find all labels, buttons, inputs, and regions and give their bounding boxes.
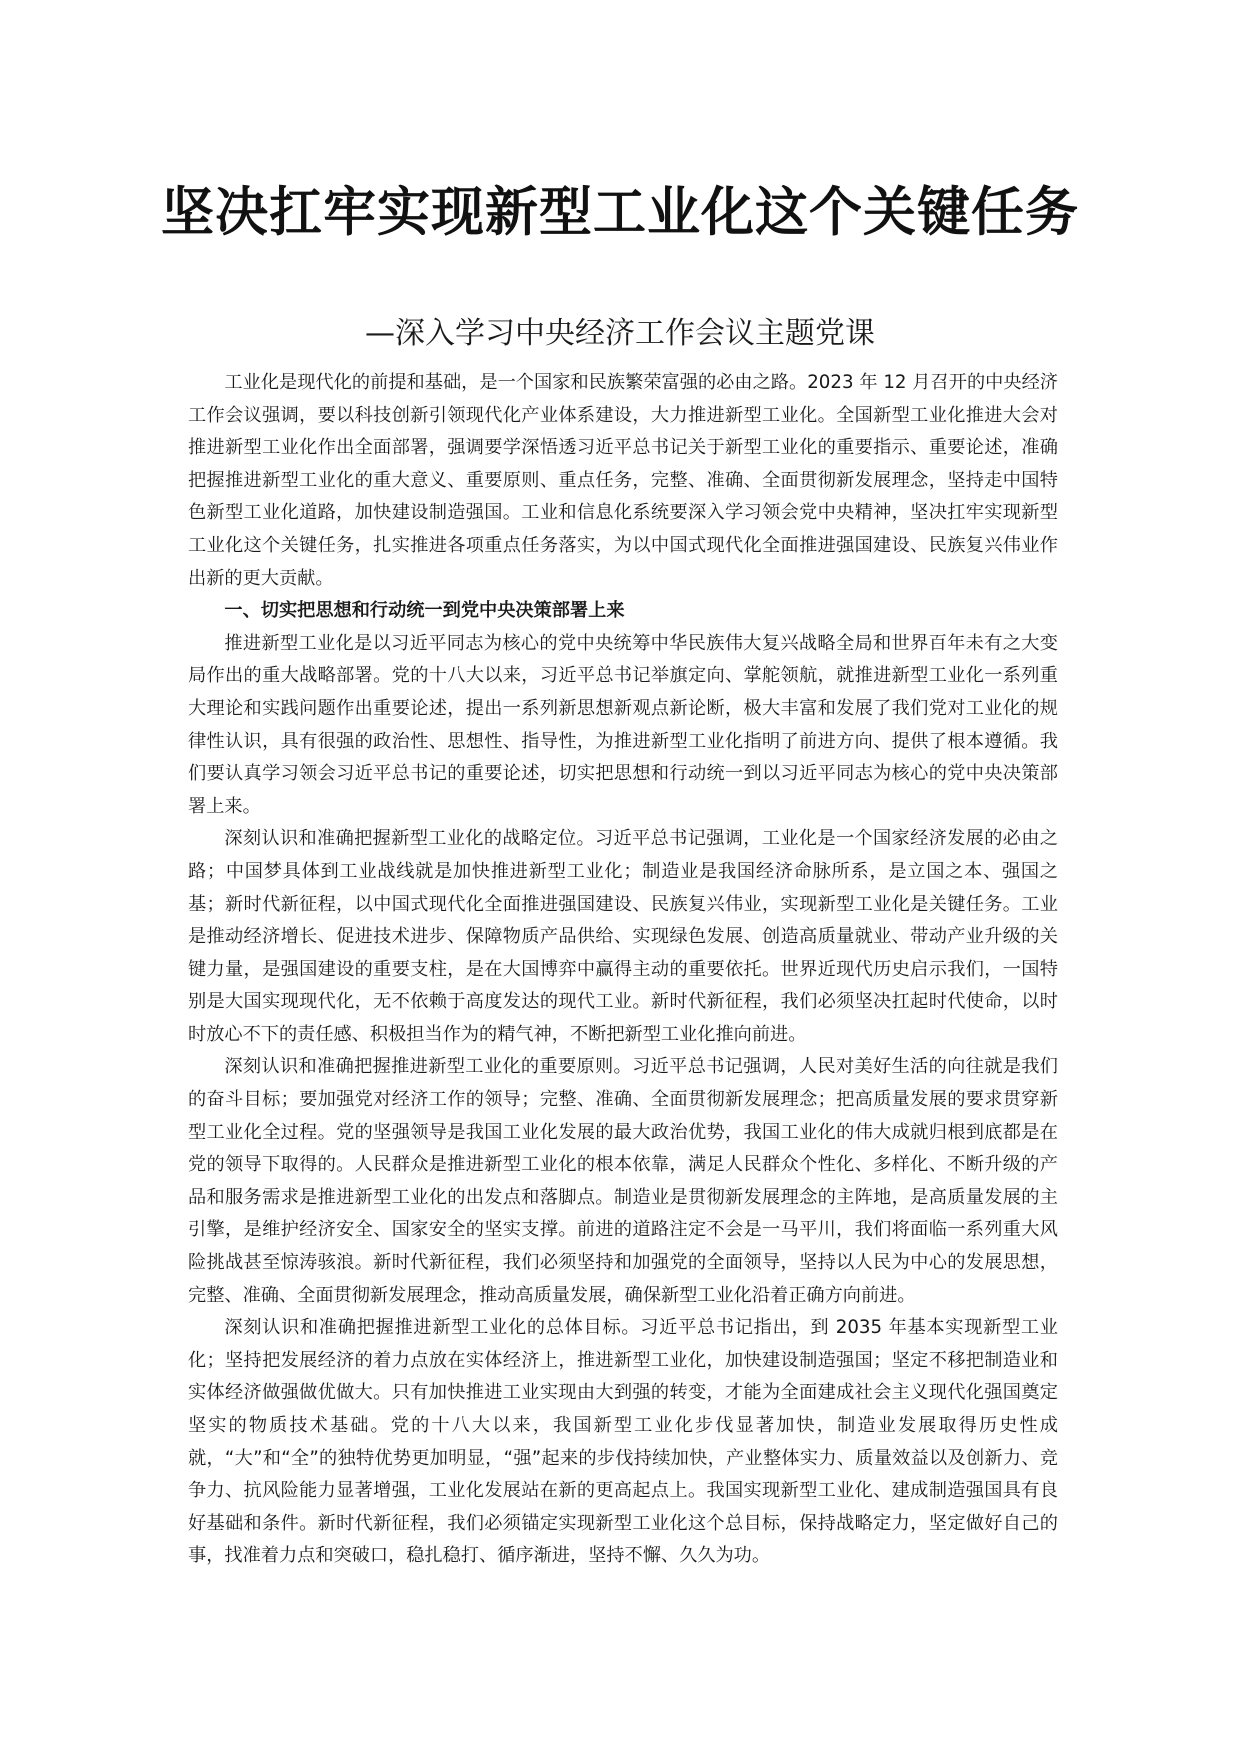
paragraph-important-principles: 深刻认识和准确把握推进新型工业化的重要原则。习近平总书记强调，人民对美好生活的向往就是我们的奋斗目标；要加强党对经济工作的领导；完整、准确、全面贯彻新发展理念；把高质量发展的要求贯穿新型工业化全过程。党的坚强领导是我国工业化发展的最大政治优势，我国工业化的伟大成就归根到底都是在党的领导下取得的。人民群众是推进新型工业化的根本依靠，满足人民群众个性化、多样化、不断升级的产品和服务需求是推进新型工业化的出发点和落脚点。制造业是贯彻新发展理念的主阵地，是高质量发展的主引擎，是维护经济安全、国家安全的坚实支撑。前进的道路注定不会是一马平川，我们将面临一系列重大风险挑战甚至惊涛骇浪。新时代新征程，我们必须坚持和加强党的全面领导，坚持以人民为中心的发展思想，完整、准确、全面贯彻新发展理念，推动高质量发展，确保新型工业化沿着正确方向前进。 [188, 1056, 1058, 1306]
document-title: 坚决扛牢实现新型工业化这个关键任务 [161, 182, 1079, 243]
paragraph-strategic-position: 深刻认识和准确把握新型工业化的战略定位。习近平总书记强调，工业化是一个国家经济发展的必由之路；中国梦具体到工业战线就是加快推进新型工业化；制造业是我国经济命脉所系，是立国之本、强国之基；新时代新征程，以中国式现代化全面推进强国建设、民族复兴伟业，实现新型工业化是关键任务。工业是推动经济增长、促进技术进步、保障物质产品供给、实现绿色发展、创造高质量就业、带动产业升级的关键力量，是强国建设的重要支柱，是在大国博弈中赢得主动的重要依托。世界近现代历史启示我们，一国特别是大国实现现代化，无不依赖于高度发达的现代工业。新时代新征程，我们必须坚决扛起时代使命，以时时放心不下的责任感、积极担当作为的精气神，不断把新型工业化推向前进。 [188, 828, 1058, 1045]
document-body [188, 367, 1058, 1573]
section-heading-1: 一、切实把思想和行动统一到党中央决策部署上来 [224, 600, 625, 622]
paragraph-overall-goal: 深刻认识和准确把握推进新型工业化的总体目标。习近平总书记指出，到 2035 年基本实现新型工业化；坚持把发展经济的着力点放在实体经济上，推进新型工业化，加快建设制造强国；坚定不移把制造业和实体经济做强做优做大。只有加快推进工业实现由大到强的转变，才能为全面建成社会主义现代化强国奠定坚实的物质技术基础。党的十八大以来，我国新型工业化步伐显著加快，制造业发展取得历史性成就，“大”和“全”的独特优势更加明显，“强”起来的步伐持续加快，产业整体实力、质量效益以及创新力、竞争力、抗风险能力显著增强，工业化发展站在新的更高起点上。我国实现新型工业化、建成制造强国具有良好基础和条件。新时代新征程，我们必须锚定实现新型工业化这个总目标，保持战略定力，坚定做好自己的事，找准着力点和突破口，稳扎稳打、循序渐进，坚持不懈、久久为功。 [188, 1317, 1058, 1567]
paragraph-strategic-deployment: 推进新型工业化是以习近平同志为核心的党中央统筹中华民族伟大复兴战略全局和世界百年未有之大变局作出的重大战略部署。党的十八大以来，习近平总书记举旗定向、掌舵领航，就推进新型工业化一系列重大理论和实践问题作出重要论述，提出一系列新思想新观点新论断，极大丰富和发展了我们党对工业化的规律性认识，具有很强的政治性、思想性、指导性，为推进新型工业化指明了前进方向、提供了根本遵循。我们要认真学习领会习近平总书记的重要论述，切实把思想和行动统一到以习近平同志为核心的党中央决策部署上来。 [188, 632, 1058, 817]
document-subtitle: —深入学习中央经济工作会议主题党课 [365, 316, 875, 351]
paragraph-intro: 工业化是现代化的前提和基础，是一个国家和民族繁荣富强的必由之路。2023 年 12 月召开的中央经济工作会议强调，要以科技创新引领现代化产业体系建设，大力推进新型工业化。全国新型工业化推进大会对推进新型工业化作出全面部署，强调要学深悟透习近平总书记关于新型工业化的重要指示、重要论述，准确把握推进新型工业化的重大意义、重要原则、重点任务，完整、准确、全面贯彻新发展理念，坚持走中国特色新型工业化道路，加快建设制造强国。工业和信息化系统要深入学习领会党中央精神，坚决扛牢实现新型工业化这个关键任务，扎实推进各项重点任务落实，为以中国式现代化全面推进强国建设、民族复兴伟业作出新的更大贡献。 [188, 372, 1058, 589]
